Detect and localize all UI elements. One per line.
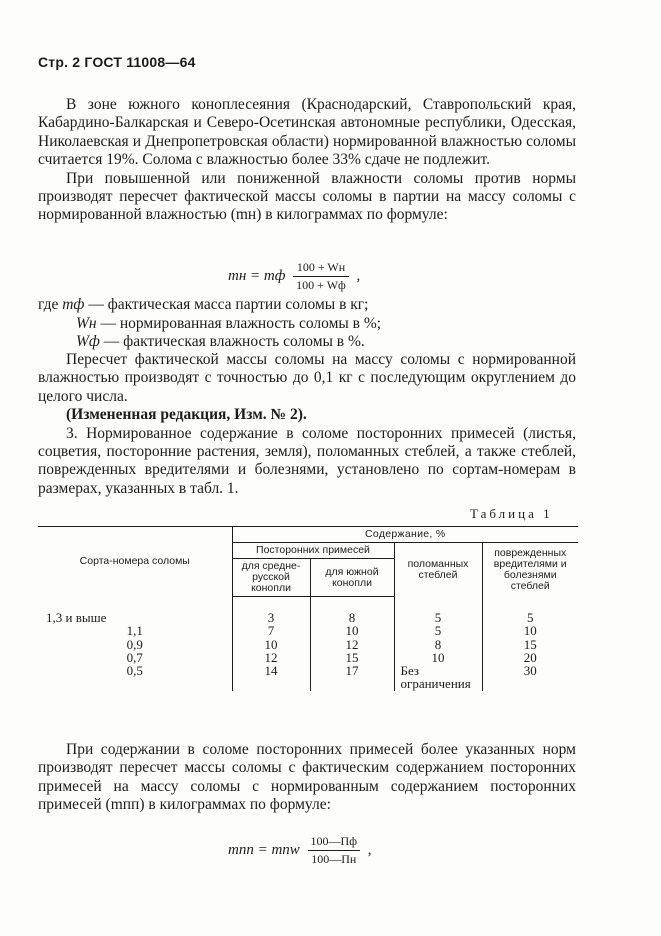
paragraph-amendment: (Измененная редакция, Изм. № 2).: [66, 406, 307, 424]
formula-impurities-numerator: 100—Пф: [308, 834, 360, 851]
header-content: Содержание, %: [232, 527, 578, 543]
legend-row: [38, 296, 578, 315]
table-row: [38, 664, 578, 691]
cell-damaged: 5: [482, 597, 578, 625]
cell-south: 17: [310, 664, 394, 691]
cell-grade: 0,7: [126, 649, 143, 665]
cell-central: 14: [232, 664, 310, 691]
cell-damaged: 15: [482, 638, 578, 651]
table-row: [38, 638, 578, 651]
body-text-block-1: [38, 96, 576, 225]
cell-central: 3: [232, 597, 310, 625]
formula-impurities-lhs: mпп = mпw: [228, 841, 300, 858]
header-grade: Сорта-номера соломы: [38, 527, 232, 597]
paragraph-recalculation-intro: При повышенной или пониженной влажности соломы против нормы производят пересчет фактической массы соломы в партии на массу соломы с нормированной влажностью (mн) в килограммах по формуле:: [38, 169, 576, 224]
legend-lead: где: [38, 296, 59, 313]
legend-text: — нормированная влажность соломы в %;: [100, 314, 382, 332]
legend-symbol: mф: [62, 296, 85, 313]
cell-broken: 5: [394, 624, 482, 637]
paragraph-norms: 3. Нормированное содержание в соломе посторонних примесей (листья, соцветия, посторонние растения, земля), поломанных стеблей, а также стеблей, поврежденных вредителями и болезнями, установлено по сортам-номерам в размерах, указанных в табл. 1.: [38, 424, 576, 497]
cell-central: 10: [232, 638, 310, 651]
cell-central: 7: [232, 624, 310, 637]
cell-grade: 1,1: [126, 623, 143, 639]
legend-text: — фактическая масса партии соломы в кг;: [88, 296, 369, 313]
cell-broken: 8: [394, 638, 482, 651]
table-row: [38, 651, 578, 664]
legend-text: — фактическая влажность соломы в %.: [103, 333, 365, 350]
formula-moisture-tail: ,: [356, 267, 361, 284]
formula-moisture-numerator: 100 + Wн: [293, 260, 349, 277]
cell-damaged: 30: [482, 664, 578, 691]
cell-broken: Без ограничения: [394, 664, 482, 691]
table-caption: Таблица 1: [470, 506, 553, 521]
page-header: Стр. 2 ГОСТ 11008—64: [38, 54, 196, 70]
header-broken: поломанных стеблей: [394, 543, 482, 597]
header-impurities: Посторонних примесей: [232, 543, 394, 559]
legend-row: [38, 333, 578, 352]
legend-symbol: Wф: [76, 333, 100, 350]
cell-grade: 0,5: [126, 663, 143, 679]
table-row: [38, 597, 578, 625]
cell-broken: 10: [394, 651, 482, 664]
cell-south: 10: [310, 624, 394, 637]
formula-moisture: [228, 260, 360, 293]
formula-impurities-tail: ,: [367, 841, 372, 858]
cell-south: 15: [310, 651, 394, 664]
cell-south: 12: [310, 638, 394, 651]
cell-grade: 0,9: [126, 636, 143, 652]
header-central: для средне-русской конопли: [232, 559, 310, 597]
norms-table: [38, 526, 578, 691]
body-text-block-2: [38, 351, 576, 498]
table-row: [38, 624, 578, 637]
formula-impurities-denominator: 100—Пн: [311, 852, 357, 866]
header-south: для южной конопли: [310, 559, 394, 597]
formula-legend: [38, 296, 578, 352]
formula-moisture-fraction: [293, 260, 349, 293]
cell-central: 12: [232, 651, 310, 664]
formula-impurities-fraction: [308, 834, 360, 867]
paragraph-southern-zone: В зоне южного коноплесеяния (Краснодарский, Ставропольский края, Кабардино-Балкарская и Северо-Осетинская автономные республики, Одесская, Николаевская и Днепропетровская области) нормированной влажностью соломы считается 19%. Солома с влажностью более 33% сдаче не подлежит.: [38, 96, 576, 169]
paragraph-impurity-recalc: При содержании в соломе посторонних примесей более указанных норм производят пересчет массы соломы с фактическим содержанием посторонних примесей на массу соломы с нормированным содержанием посторонних примесей (mпп) в килограммах по формуле:: [38, 741, 576, 814]
cell-damaged: 20: [482, 651, 578, 664]
cell-damaged: 10: [482, 624, 578, 637]
legend-symbol: Wн: [76, 314, 97, 332]
formula-moisture-denominator: 100 + Wф: [296, 278, 346, 292]
formula-moisture-lhs: mн = mф: [228, 267, 286, 284]
cell-south: 8: [310, 597, 394, 625]
cell-grade: 1,3 и выше: [46, 609, 107, 625]
legend-row: [38, 315, 578, 334]
body-text-block-3: [38, 741, 576, 815]
formula-impurities: [228, 834, 372, 867]
cell-broken: 5: [394, 597, 482, 625]
header-damaged: поврежденных вредителями и болезнями стеблей: [482, 543, 578, 597]
paragraph-rounding: Пересчет фактической массы соломы на массу соломы с нормированной влажностью производят с точностью до 0,1 кг с последующим округлением до целого числа.: [38, 351, 576, 405]
